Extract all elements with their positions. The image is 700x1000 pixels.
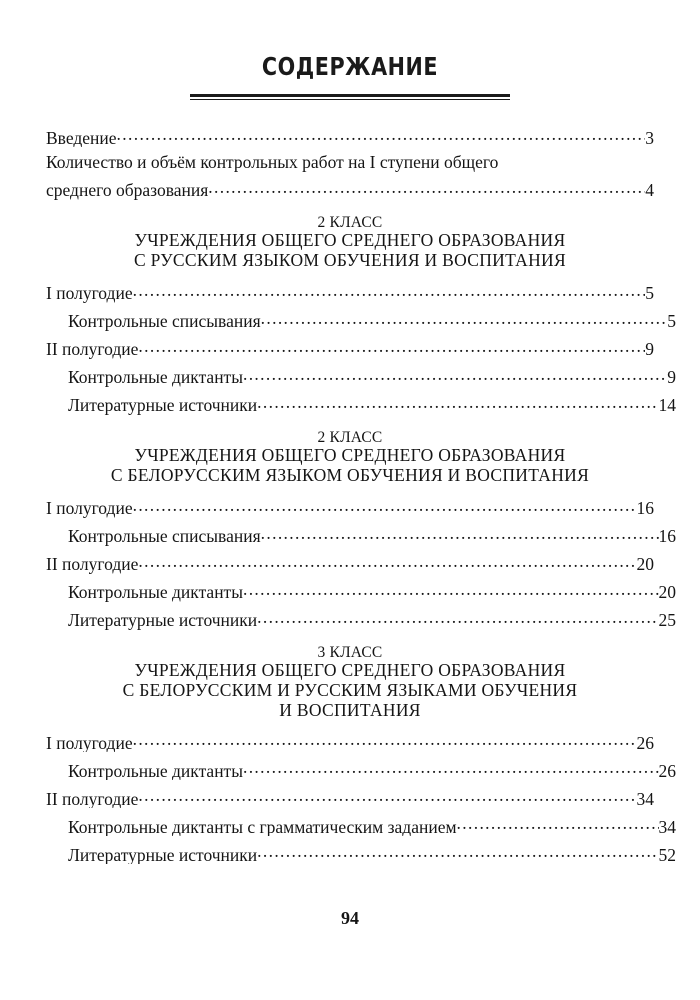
toc-entry-page-number: 16: [636, 498, 654, 518]
dot-leader: [261, 525, 659, 543]
toc-entry[interactable]: [46, 154, 654, 200]
dot-leader: [117, 126, 646, 144]
section-heading-grade: 2 КЛАСС: [317, 428, 383, 446]
toc-entry-label: Введение: [46, 129, 117, 147]
toc-entry-page-number: 34: [658, 816, 676, 837]
toc-entry-label: I полугодие: [46, 500, 133, 518]
toc-entry-page-number: 20: [658, 582, 676, 602]
toc-entry[interactable]: [46, 609, 676, 630]
dot-leader: [243, 759, 659, 777]
toc-entry-page-number: 26: [636, 732, 654, 753]
toc-entry-label: Контрольные диктанты с грамматическим заданием: [68, 818, 457, 837]
dot-leader: [243, 366, 667, 384]
toc-entry-label: II полугодие: [46, 556, 139, 574]
toc-entry-page-number: 14: [658, 395, 676, 415]
toc-entry[interactable]: [46, 394, 676, 415]
toc-entry[interactable]: [46, 731, 654, 752]
dot-leader: [457, 815, 659, 833]
dot-leader: [138, 553, 636, 571]
section-heading-line: И ВОСПИТАНИЯ: [279, 699, 421, 720]
section-heading-line: С БЕЛОРУССКИМ И РУССКИМ ЯЗЫКАМИ ОБУЧЕНИЯ: [122, 679, 578, 700]
dot-leader: [243, 581, 659, 599]
toc-entry-continuation[interactable]: [46, 179, 654, 200]
table-of-contents: [46, 126, 676, 865]
toc-entry[interactable]: [46, 843, 676, 864]
toc-entry-label: среднего образования: [46, 182, 209, 200]
page-title: СОДЕРЖАНИЕ: [261, 52, 439, 81]
toc-entry-page-number: 52: [658, 844, 676, 865]
dot-leader: [261, 310, 668, 328]
toc-entry-label: Литературные источники: [68, 846, 258, 865]
dot-leader: [257, 609, 658, 627]
toc-entry-label: I полугодие: [46, 734, 133, 753]
toc-entry-page-number: 26: [658, 760, 676, 781]
page-number-folio: 94: [341, 908, 359, 928]
dot-leader: [133, 497, 637, 515]
toc-entry[interactable]: [46, 338, 654, 359]
toc-entry[interactable]: [46, 497, 654, 518]
toc-entry-label: Контрольные диктанты: [68, 584, 243, 602]
toc-entry[interactable]: [46, 815, 676, 836]
toc-entry[interactable]: [46, 126, 654, 147]
toc-entry-page-number: 5: [667, 311, 676, 331]
section-heading-grade: 2 КЛАСС: [317, 213, 383, 231]
title-divider: [190, 94, 510, 100]
toc-entry-label: Контрольные диктанты: [68, 369, 243, 387]
toc-entry[interactable]: [46, 366, 676, 387]
section-heading-line: УЧРЕЖДЕНИЯ ОБЩЕГО СРЕДНЕГО ОБРАЗОВАНИЯ: [134, 660, 566, 681]
toc-entry[interactable]: [46, 759, 676, 780]
toc-entry-label: II полугодие: [46, 790, 139, 809]
section-heading-line: С РУССКИМ ЯЗЫКОМ ОБУЧЕНИЯ И ВОСПИТАНИЯ: [134, 249, 566, 270]
toc-entry-page-number: 20: [636, 554, 654, 574]
toc-entry-label: Контрольные диктанты: [68, 762, 243, 781]
section-heading-grade: 3 КЛАСС: [317, 643, 383, 661]
toc-entry[interactable]: [46, 282, 654, 303]
toc-entry[interactable]: [46, 581, 676, 602]
section-heading-line: С БЕЛОРУССКИМ ЯЗЫКОМ ОБУЧЕНИЯ И ВОСПИТАНИЯ: [110, 464, 590, 485]
toc-entry-label: II полугодие: [46, 341, 139, 359]
section-heading: [46, 644, 654, 721]
dot-leader: [138, 338, 645, 356]
toc-entry-label: Количество и объём контрольных работ на I ступени общего: [46, 152, 499, 172]
toc-entry[interactable]: [46, 553, 654, 574]
toc-entry[interactable]: [46, 525, 676, 546]
section-heading-line: УЧРЕЖДЕНИЯ ОБЩЕГО СРЕДНЕГО ОБРАЗОВАНИЯ: [134, 230, 566, 250]
toc-entry-label: Литературные источники: [68, 397, 258, 415]
section-heading-line: УЧРЕЖДЕНИЯ ОБЩЕГО СРЕДНЕГО ОБРАЗОВАНИЯ: [134, 445, 566, 466]
toc-entry[interactable]: [46, 310, 676, 331]
toc-entry-label: Контрольные списывания: [68, 313, 261, 331]
toc-entry-page-number: 9: [667, 367, 676, 387]
toc-entry-page-number: 3: [645, 127, 654, 147]
toc-entry-label: Контрольные списывания: [68, 528, 261, 546]
dot-leader: [133, 282, 646, 300]
section-heading: [46, 214, 654, 271]
dot-leader: [257, 394, 658, 412]
dot-leader: [208, 179, 645, 197]
toc-entry-label: I полугодие: [46, 285, 133, 303]
toc-entry-page-number: 4: [645, 180, 654, 200]
toc-entry-page-number: 9: [645, 339, 654, 359]
toc-entry-page-number: 16: [658, 526, 676, 546]
toc-entry[interactable]: [46, 787, 654, 808]
toc-entry-page-number: 25: [658, 610, 676, 630]
dot-leader: [138, 787, 636, 805]
section-heading: [46, 429, 654, 486]
toc-entry-page-number: 5: [645, 283, 654, 303]
dot-leader: [133, 731, 637, 749]
dot-leader: [257, 843, 658, 861]
toc-entry-label: Литературные источники: [68, 612, 258, 630]
toc-entry-page-number: 34: [636, 788, 654, 809]
